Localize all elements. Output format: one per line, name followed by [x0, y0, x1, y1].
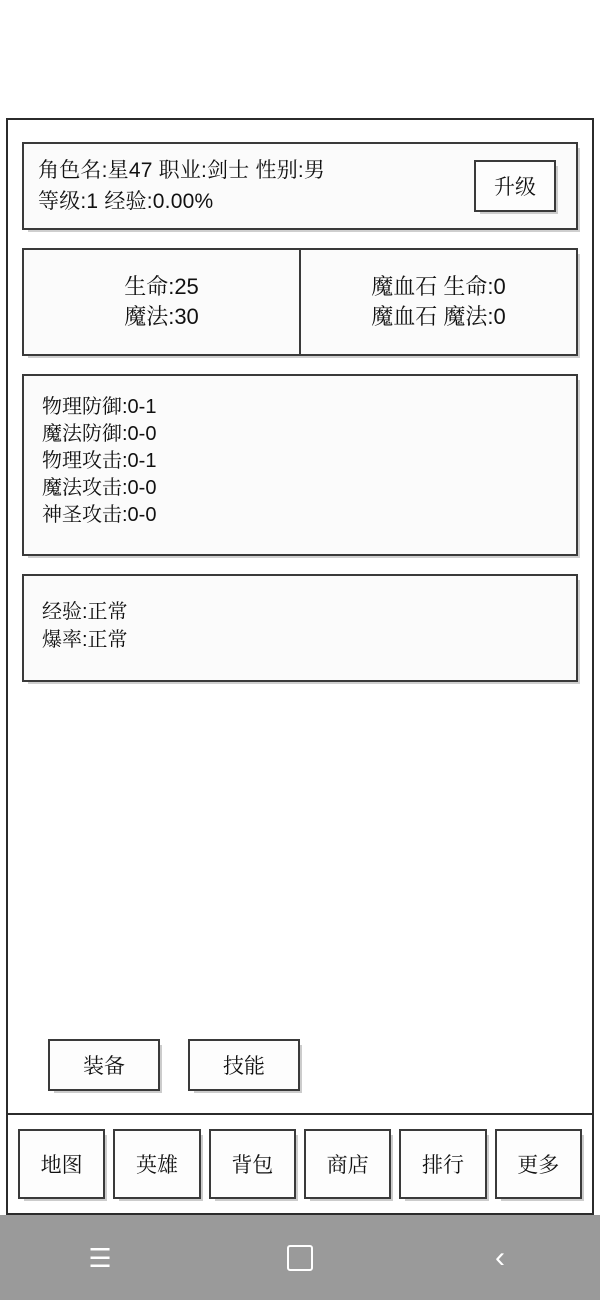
mp-value: 魔法:30 — [124, 304, 199, 329]
menu-icon[interactable]: ☰ — [88, 1242, 112, 1273]
holy-attack-value: 神圣攻击:0-0 — [42, 504, 157, 526]
nav-item-map[interactable]: 地图 — [18, 1129, 105, 1199]
nav-item-ranking[interactable]: 排行 — [399, 1129, 486, 1199]
exp-rate-value: 经验:正常 — [42, 601, 128, 623]
nav-item-bag[interactable]: 背包 — [209, 1129, 296, 1199]
physical-defense-value: 物理防御:0-1 — [42, 396, 157, 418]
equipment-button[interactable]: 装备 — [48, 1039, 160, 1091]
android-system-bar — [0, 1215, 600, 1300]
character-line-1: 角色名:星47 职业:剑士 性别:男 — [38, 159, 326, 182]
status-bar-blank — [0, 0, 600, 118]
combat-stats-panel — [22, 374, 578, 556]
vitals-own — [24, 250, 301, 354]
vitals-panel — [22, 248, 578, 356]
home-square-shape — [287, 1245, 313, 1271]
hp-value: 生命:25 — [124, 274, 199, 299]
skills-button[interactable]: 技能 — [188, 1039, 300, 1091]
back-icon[interactable]: ‹ — [495, 1240, 505, 1274]
stone-mp-value: 魔血石 魔法:0 — [371, 304, 506, 329]
nav-item-shop[interactable]: 商店 — [304, 1129, 391, 1199]
stone-hp-value: 魔血石 生命:0 — [371, 274, 506, 299]
character-info-panel — [22, 142, 578, 230]
upgrade-button[interactable]: 升级 — [474, 160, 556, 212]
action-button-row — [48, 1039, 592, 1091]
character-line-2: 等级:1 经验:0.00% — [38, 190, 214, 213]
content-spacer — [8, 682, 592, 1039]
magic-defense-value: 魔法防御:0-0 — [42, 423, 157, 445]
bottom-navigation — [6, 1113, 594, 1215]
vitals-stone — [301, 250, 576, 354]
character-info-text — [38, 155, 474, 217]
drop-rate-value: 爆率:正常 — [42, 629, 128, 651]
nav-item-more[interactable]: 更多 — [495, 1129, 582, 1199]
magic-attack-value: 魔法攻击:0-0 — [42, 477, 157, 499]
rates-panel — [22, 574, 578, 682]
game-frame — [6, 118, 594, 1113]
home-icon[interactable] — [270, 1238, 330, 1278]
physical-attack-value: 物理攻击:0-1 — [42, 450, 157, 472]
nav-item-hero[interactable]: 英雄 — [113, 1129, 200, 1199]
